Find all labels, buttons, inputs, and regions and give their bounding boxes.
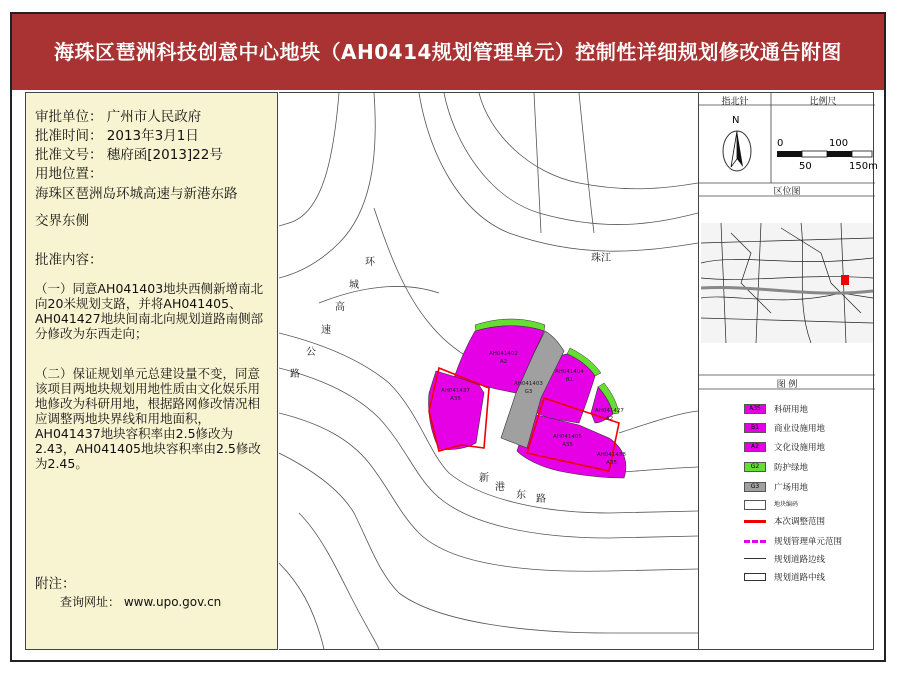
ring-road-label-1: 环: [365, 257, 375, 268]
approval-panel: [25, 92, 278, 650]
legend-swatch: G3: [744, 482, 766, 492]
parcel-label-ah041438: AH041438 A35: [597, 452, 626, 466]
content-item-2: （二）保证规划单元总建设量不变，同意该项目两地块规划用地性质由文化娱乐用地修改为科研用地，根据路网修改情况相应调整两地块界线和用地面积，AH041437地块容积率由2.5修改为2.43，AH041405地块容积率由2.5修改为2.45。: [35, 366, 261, 471]
location-map-header: 区位图: [773, 187, 801, 197]
parcel-label-ah041402: AH041402 A2: [489, 351, 518, 365]
legend-swatch: [744, 540, 766, 543]
legend-label: 规划管理单元范围: [774, 537, 843, 547]
legend-label: 广场用地: [774, 483, 809, 493]
scale-tick-0: 0: [777, 138, 784, 149]
legend-label: 规划道路中线: [774, 573, 826, 583]
legend-item: [699, 479, 875, 496]
approval-doc-no: 批准文号： 穗府函[2013]22号: [35, 147, 223, 163]
legend-label: 文化设施用地: [774, 443, 826, 453]
compass-header: 指北针: [721, 97, 749, 107]
map-drawing: [279, 93, 698, 649]
page-title: 海珠区琶洲科技创意中心地块（AH0414规划管理单元）控制性详细规划修改通告附图: [54, 40, 842, 64]
legend-swatch: G2: [744, 462, 766, 472]
legend-item: [699, 439, 875, 456]
legend-item: [699, 459, 875, 476]
legend-swatch: [744, 558, 766, 559]
legend-swatch: B1: [744, 423, 766, 433]
scale-bar: [777, 148, 877, 162]
scale-tick-150: 150m: [849, 161, 878, 172]
parcel-label-ah041427: AH041427 A2: [595, 408, 624, 422]
river-label: 珠江: [591, 253, 611, 264]
ring-road-label-4: 速: [321, 325, 331, 336]
legend-label: 商业设施用地: [774, 424, 826, 434]
legend-header: 图 例: [776, 380, 798, 390]
legend-swatch: [744, 520, 766, 523]
plan-map: [279, 92, 698, 650]
legend-swatch: [744, 573, 766, 581]
approval-date: 批准时间： 2013年3月1日: [35, 128, 199, 144]
scale-tick-100: 100: [829, 138, 849, 149]
note-label: 附注：: [35, 576, 76, 592]
xingang-road-label-1: 新: [479, 473, 489, 484]
info-panel: [698, 92, 878, 650]
content-item-1: （一）同意AH041403地块西侧新增南北向20米规划支路，并将AH041405、AH041427地块间南北向规划道路南侧部分修改为东西走向；: [35, 281, 264, 341]
legend-item: [699, 497, 875, 514]
location-line-2: 交界东侧: [35, 213, 89, 229]
parcel-label-ah041437: AH041437 A35: [441, 388, 470, 402]
scale-tick-50: 50: [799, 161, 812, 172]
legend-swatch: [744, 500, 766, 510]
north-label: N: [732, 115, 740, 126]
location-map: [701, 223, 873, 343]
ring-road-label-6: 路: [290, 369, 300, 380]
scale-header: 比例尺: [809, 97, 837, 107]
xingang-road-label-3: 东: [516, 490, 526, 501]
parcel-label-ah041405: AH041405 A35: [553, 434, 582, 448]
legend-item: [699, 513, 875, 530]
legend-item: [699, 401, 875, 418]
website-link[interactable]: 查询网址： www.upo.gov.cn: [60, 595, 222, 609]
legend-item: [699, 420, 875, 437]
legend-item: [699, 533, 875, 550]
legend-item: [699, 569, 875, 586]
parcel-label-ah041403: AH041403 G3: [514, 381, 543, 395]
legend-item: [699, 551, 875, 568]
legend-label: 地块编码: [774, 501, 799, 508]
ring-road-label-3: 高: [335, 302, 345, 313]
approval-unit: 审批单位： 广州市人民政府: [35, 109, 202, 125]
xingang-road-label-2: 港: [495, 482, 505, 493]
location-line-1: 海珠区琶洲岛环城高速与新港东路: [35, 186, 238, 202]
xingang-road-label-4: 路: [536, 494, 546, 505]
ring-road-label-5: 公: [306, 347, 316, 358]
legend-swatch: A2: [744, 442, 766, 452]
legend-label: 防护绿地: [774, 463, 809, 473]
legend-label: 规划道路边线: [774, 555, 826, 565]
ring-road-label-2: 城: [349, 280, 359, 291]
legend-label: 科研用地: [774, 405, 809, 415]
parcel-label-ah041404: AH041404 B1: [555, 369, 584, 383]
content-label: 批准内容：: [35, 252, 103, 268]
location-label: 用地位置：: [35, 166, 103, 182]
legend-swatch: A35: [744, 404, 766, 414]
legend-label: 本次调整范围: [774, 517, 826, 527]
